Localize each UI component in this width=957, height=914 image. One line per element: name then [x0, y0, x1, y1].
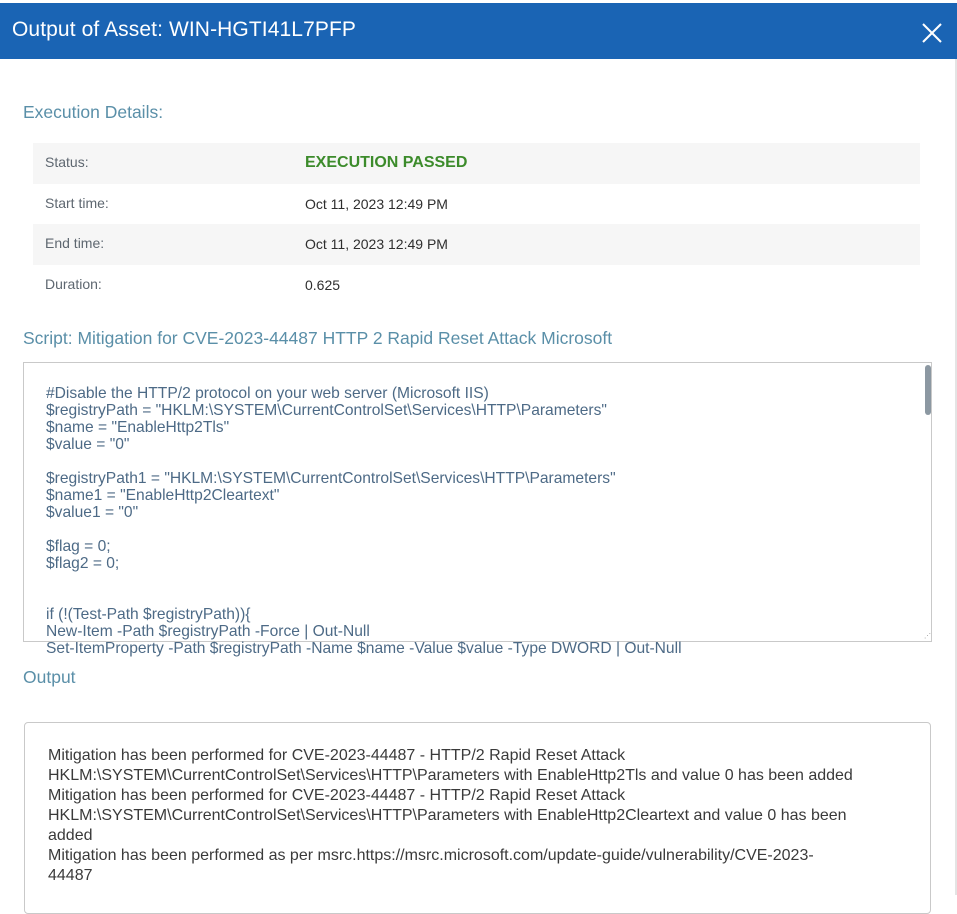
start-time-label: Start time: — [45, 194, 109, 211]
end-time-value: Oct 11, 2023 12:49 PM — [305, 236, 448, 252]
detail-row-duration — [33, 265, 920, 306]
output-panel — [24, 722, 931, 914]
dialog-title: Output of Asset: WIN-HGTI41L7PFP — [12, 18, 356, 41]
detail-row-status — [33, 143, 920, 184]
status-label: Status: — [45, 154, 89, 170]
output-line: Mitigation has been performed for CVE-2023-44487 - HTTP/2 Rapid Reset Attack — [48, 787, 626, 804]
output-line: Mitigation has been performed as per msrc.https://msrc.microsoft.com/update-guide/vulnerability/CVE-2023- — [48, 847, 814, 864]
output-line: HKLM:\SYSTEM\CurrentControlSet\Services\HTTP\Parameters with EnableHttp2Cleartext and value 0 has been — [48, 807, 847, 824]
dialog-header — [0, 3, 957, 59]
output-line: HKLM:\SYSTEM\CurrentControlSet\Services\HTTP\Parameters with EnableHttp2Tls and value 0 has been added — [48, 767, 853, 784]
close-icon[interactable] — [918, 19, 946, 47]
resize-grip-icon[interactable]: ⋰ — [924, 633, 931, 640]
status-value: EXECUTION PASSED — [305, 154, 468, 171]
detail-row-end-time — [33, 224, 920, 265]
output-heading: Output — [23, 667, 76, 687]
script-scrollbar-thumb[interactable] — [925, 365, 931, 415]
duration-label: Duration: — [45, 275, 102, 292]
execution-details-heading: Execution Details: — [23, 102, 164, 122]
script-heading: Script: Mitigation for CVE-2023-44487 HTTP 2 Rapid Reset Attack Microsoft — [23, 328, 613, 348]
output-line: 44487 — [48, 867, 93, 884]
start-time-value: Oct 11, 2023 12:49 PM — [305, 195, 448, 212]
output-text — [48, 746, 918, 886]
end-time-label: End time: — [45, 235, 105, 251]
script-code: #Disable the HTTP/2 protocol on your web server (Microsoft IIS) $registryPath = "HKLM:\SYSTEM\CurrentControlSet\Services\HTTP\Parameters" $name = "EnableHttp2Tls" $value = "0" $registryPath1 = "HKLM:\SYSTEM\CurrentControlSet\Services\HTTP\Parameters" $name1 = "EnableHttp2Cleartext" $value1 = "0" $flag = 0; $flag2 = 0; if (!(Test-Path $registryPath)){ New-Item -Path $registryPath -Force | Out-Null Set-ItemProperty -Path $registryPath -Name $name -Value $value -Type DWORD | Out-Null — [46, 385, 682, 657]
output-line: added — [48, 827, 93, 844]
execution-details-table — [33, 143, 920, 305]
output-line: Mitigation has been performed for CVE-2023-44487 - HTTP/2 Rapid Reset Attack — [48, 747, 626, 764]
script-textarea[interactable] — [23, 362, 932, 657]
duration-value: 0.625 — [305, 276, 341, 293]
detail-row-start-time — [33, 184, 920, 225]
